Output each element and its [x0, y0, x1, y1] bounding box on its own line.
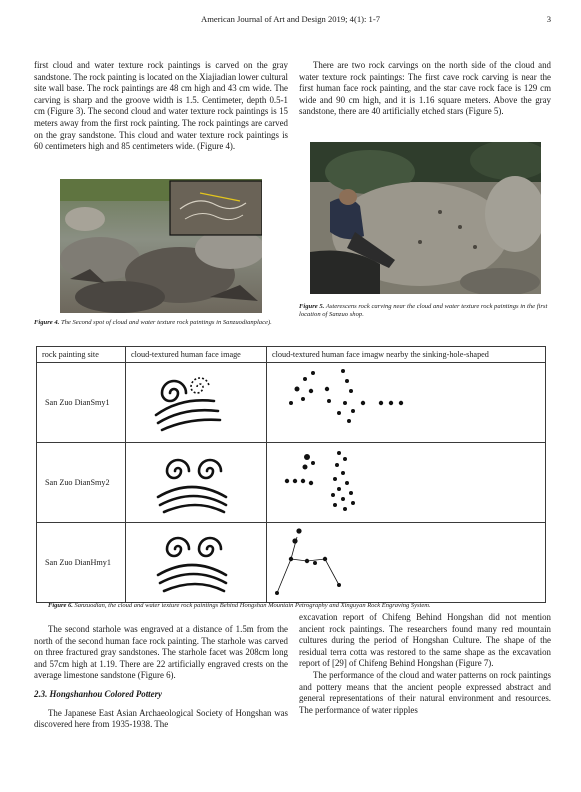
table-cell-site: San Zuo DianSmy1	[37, 363, 126, 443]
star-dots-drawing	[267, 363, 545, 440]
journal-citation: American Journal of Art and Design 2019; 4(1): 1-7	[201, 14, 380, 24]
figure4-caption	[34, 319, 289, 327]
paragraph: excavation report of Chifeng Behind Hongshan did not mention ancient rock paintings. The researchers found many red mountain cultures during the period of Hongshan Culture. The shape of the residual terra cotta was restored to the same shape as the excavation report of [29] of Chifeng Behind Hongshan (Figure 7).	[299, 612, 551, 669]
table-row	[37, 443, 546, 523]
spiral-cloud-drawing	[126, 443, 266, 520]
paragraph: The Japanese East Asian Archaeological Society of Hongshan was discovered here from 1935-1938. The	[34, 707, 288, 730]
rock-painting-photo	[60, 179, 262, 313]
caption-text: Asterescens rock carving near the cloud and water texture rock paintings in the first location of Sanzuo shop.	[299, 303, 548, 319]
spiral-cloud-drawing	[126, 363, 266, 440]
table-cell-image	[267, 443, 546, 523]
caption-text: The Second spot of cloud and water texture rock paintings in Sanzuodianplace).	[60, 319, 272, 326]
table-cell-image	[126, 363, 267, 443]
section-heading: 2.3. Hongshanhou Colored Pottery	[34, 688, 162, 699]
table-cell-site: San Zuo DianHmy1	[37, 523, 126, 603]
table-row	[37, 523, 546, 603]
constellation-drawing	[267, 523, 545, 600]
table-header-row	[37, 347, 546, 363]
figure4-photo	[60, 179, 262, 313]
col2-bottom-text	[299, 612, 551, 716]
figure6-caption	[48, 602, 548, 610]
page-number: 3	[546, 14, 551, 24]
col1-top-text	[34, 60, 288, 153]
paragraph: first cloud and water texture rock paintings is carved on the gray sandstone. The rock painting is located on the Xiajiadian lower cultural site wall base. The rock paintings are 48 cm high and 43 cm wide. The carving is sharp and the groove width is 1.5. Centimeter, depth 0.5-1 cm (Figure 3). The second cloud and water texture rock paintings is 15 meters away from the first rock painting. The rock paintings are carved on the gray sandstone. This cloud and water texture rock paintings is 60 centimeters high and 85 centimeters wide. (Figure 4).	[34, 60, 288, 152]
table-cell-image	[267, 363, 546, 443]
col2-top-text	[299, 60, 551, 118]
col1-bottom-text	[34, 624, 288, 731]
paragraph: The second starhole was engraved at a distance of 1.5m from the north of the second human face rock painting. The starhole was carved on three fractured gray sandstones. The starhole facet was 208cm long and 57cm high at 1.19. There are 22 artificially engraved crests on the average limestone sandstone (Figure 6).	[34, 624, 288, 681]
table-cell-image	[126, 523, 267, 603]
table-row	[37, 363, 546, 443]
star-dots-drawing	[267, 443, 545, 520]
figure-label: Figure 4.	[34, 319, 60, 326]
paragraph: There are two rock carvings on the north side of the cloud and water texture rock paintings: The first cave rock carving is near the first human face rock painting, and the star cave rock face is 129 cm wide and 90 cm high, and it is 1.16 square meters. Above the gray sandstone, there are 40 artificially etched stars (Figure 5).	[299, 60, 551, 117]
figure-label: Figure 5.	[299, 303, 325, 310]
table-header: cloud-textured human face image	[126, 347, 267, 363]
table-cell-image	[126, 443, 267, 523]
spiral-cloud-drawing	[126, 523, 266, 600]
table-header: cloud-textured human face imagw nearby the sinking-hole-shaped	[267, 347, 546, 363]
table-header: rock painting site	[37, 347, 126, 363]
rock-painting-table	[36, 346, 546, 603]
figure-label: Figure 6.	[48, 602, 73, 609]
table-cell-image	[267, 523, 546, 603]
figure5-photo	[310, 142, 541, 294]
table-cell-site: San Zuo DianSmy2	[37, 443, 126, 523]
figure5-caption	[299, 303, 551, 319]
paragraph: The performance of the cloud and water patterns on rock paintings and pottery means that the ancient people expressed abstract and general representations of their natural environment and resources. The performance of water ripples	[299, 669, 551, 715]
rock-carving-photo	[310, 142, 541, 294]
caption-text: Sanzuodian, the cloud and water texture rock paintings Behind Hongshan Mountain Petrography and Xinguyan Rock Engraving System.	[74, 602, 431, 609]
